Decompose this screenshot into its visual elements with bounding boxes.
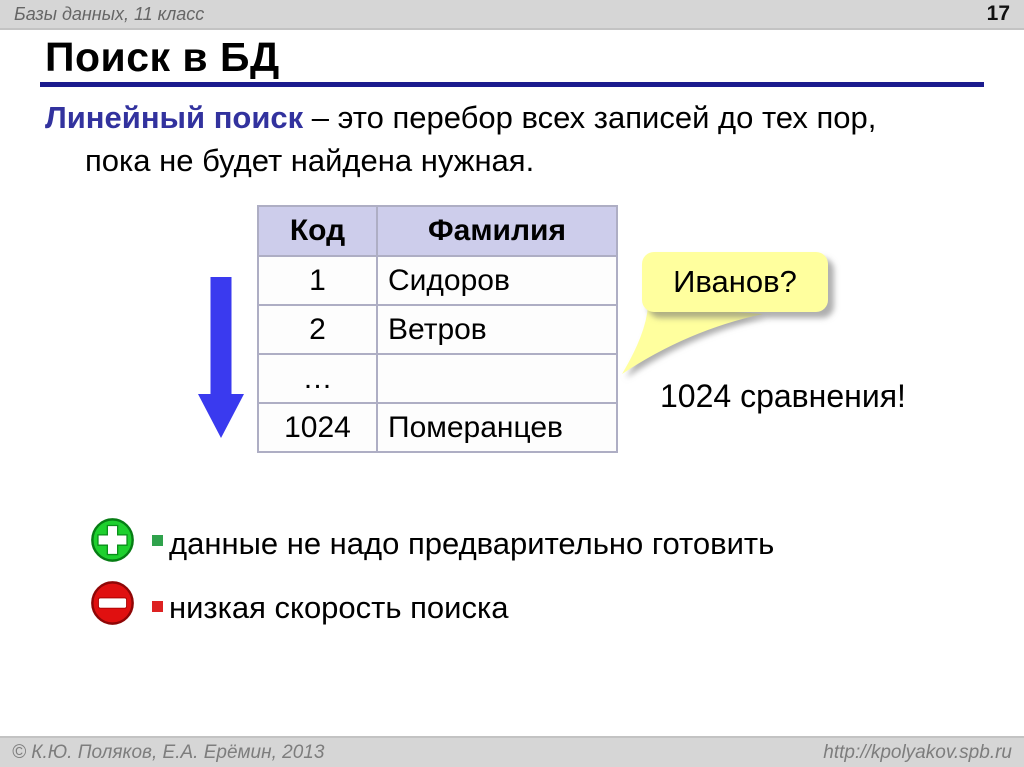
speech-bubble (642, 252, 828, 312)
table-row (258, 354, 617, 403)
down-arrow-icon (198, 277, 244, 438)
definition-paragraph (45, 96, 995, 182)
plus-circle-icon (90, 517, 135, 563)
column-header-surname: Фамилия (377, 206, 617, 256)
comparisons-count-text: 1024 сравнения! (660, 378, 906, 414)
cell-surname: Померанцев (377, 403, 617, 452)
records-table (257, 205, 618, 453)
search-query-text: Иванов? (673, 264, 797, 299)
table-header-row (258, 206, 617, 256)
copyright-text: © К.Ю. Поляков, Е.А. Ерёмин, 2013 (12, 741, 325, 763)
slide-footer-bar (0, 736, 1024, 767)
con-point-text: низкая скорость поиска (169, 590, 509, 625)
table-row (258, 403, 617, 452)
page-title: Поиск в БД (45, 34, 280, 80)
pro-point-text: данные не надо предварительно готовить (169, 526, 775, 561)
cell-surname: Ветров (377, 305, 617, 354)
course-label: Базы данных, 11 класс (14, 3, 205, 24)
cell-code: 2 (258, 305, 377, 354)
cell-surname (377, 354, 617, 403)
table-row (258, 256, 617, 305)
definition-line1: – это перебор всех записей до тех пор, (303, 100, 877, 135)
cell-code: 1024 (258, 403, 377, 452)
table-row (258, 305, 617, 354)
green-bullet-square (152, 535, 163, 546)
speech-bubble-tail (618, 306, 768, 378)
column-header-code: Код (258, 206, 377, 256)
website-url: http://kpolyakov.spb.ru (823, 741, 1012, 763)
definition-term: Линейный поиск (45, 100, 304, 135)
cell-code: 1 (258, 256, 377, 305)
page-number: 17 (986, 2, 1010, 25)
title-underline (40, 82, 984, 87)
red-bullet-square (152, 601, 163, 612)
cell-code: … (258, 354, 377, 403)
minus-circle-icon (90, 580, 135, 626)
definition-line2: пока не будет найдена нужная. (85, 143, 535, 178)
cell-surname: Сидоров (377, 256, 617, 305)
slide-header-bar (0, 0, 1024, 30)
